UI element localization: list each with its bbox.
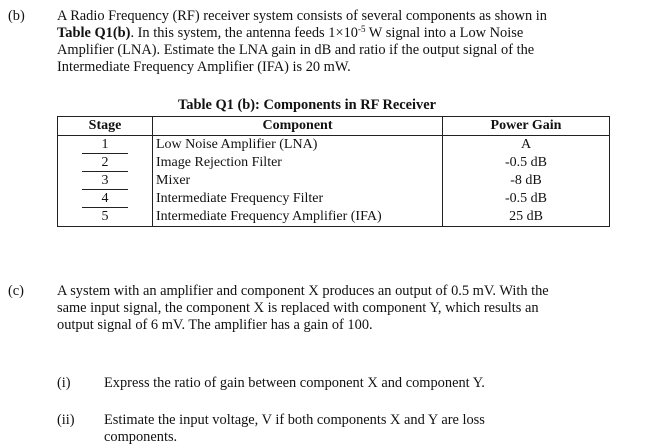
- component-cell: Low Noise Amplifier (LNA): [153, 136, 443, 155]
- part-b-line-3: Amplifier (LNA). Estimate the LNA gain in dB and ratio if the output signal of the: [57, 42, 535, 58]
- table-row: [58, 190, 610, 208]
- part-c-line-3: output signal of 6 mV. The amplifier has a gain of 100.: [57, 317, 373, 333]
- table-title: Table Q1 (b): Components in RF Receiver: [178, 97, 436, 113]
- stage-cell: 2: [58, 154, 153, 172]
- power-gain-cell: -8 dB: [443, 172, 610, 190]
- component-cell: Image Rejection Filter: [153, 154, 443, 172]
- table-row: [58, 208, 610, 227]
- part-b-line-1: A Radio Frequency (RF) receiver system consists of several components as shown in: [57, 8, 547, 24]
- power-gain-cell: -0.5 dB: [443, 154, 610, 172]
- table-row: [58, 154, 610, 172]
- component-cell: Intermediate Frequency Amplifier (IFA): [153, 208, 443, 227]
- part-c-line-2: same input signal, the component X is replaced with component Y, which results an: [57, 300, 539, 316]
- header-power-gain: Power Gain: [443, 117, 610, 136]
- sub-ii-line-2: components.: [104, 429, 178, 445]
- table-row: [58, 172, 610, 190]
- part-c-question: [57, 283, 617, 334]
- table-row: [58, 136, 610, 155]
- sub-ii-label: (ii): [57, 412, 75, 428]
- component-cell: Intermediate Frequency Filter: [153, 190, 443, 208]
- part-b-question: [57, 8, 617, 76]
- power-gain-cell: A: [443, 136, 610, 155]
- part-c-label: (c): [8, 283, 24, 299]
- header-stage: Stage: [58, 117, 153, 136]
- power-gain-cell: 25 dB: [443, 208, 610, 227]
- table-reference: Table Q1(b): [57, 25, 131, 41]
- component-cell: Mixer: [153, 172, 443, 190]
- sub-i-label: (i): [57, 375, 71, 391]
- power-gain-cell: -0.5 dB: [443, 190, 610, 208]
- header-component: Component: [153, 117, 443, 136]
- components-table: [57, 116, 610, 227]
- stage-cell: 5: [58, 208, 153, 227]
- stage-cell: 1: [58, 136, 153, 155]
- exponent: -5: [357, 24, 366, 34]
- part-b-line-2: Table Q1(b). In this system, the antenna feeds $1\times 10^{-5}$ W signal into a Low Noise: [57, 24, 524, 41]
- sub-ii-line-1: Estimate the input voltage, V if both components X and Y are loss: [104, 412, 485, 428]
- part-b-line-4: Intermediate Frequency Amplifier (IFA) is 20 mW.: [57, 59, 351, 75]
- table-header-row: [58, 117, 610, 136]
- sub-i-text: Express the ratio of gain between component X and component Y.: [104, 375, 485, 391]
- stage-cell: 4: [58, 190, 153, 208]
- sub-ii-text: [104, 412, 485, 446]
- part-b-label: (b): [8, 8, 25, 24]
- part-c-line-1: A system with an amplifier and component X produces an output of 0.5 mV. With the: [57, 283, 549, 299]
- stage-cell: 3: [58, 172, 153, 190]
